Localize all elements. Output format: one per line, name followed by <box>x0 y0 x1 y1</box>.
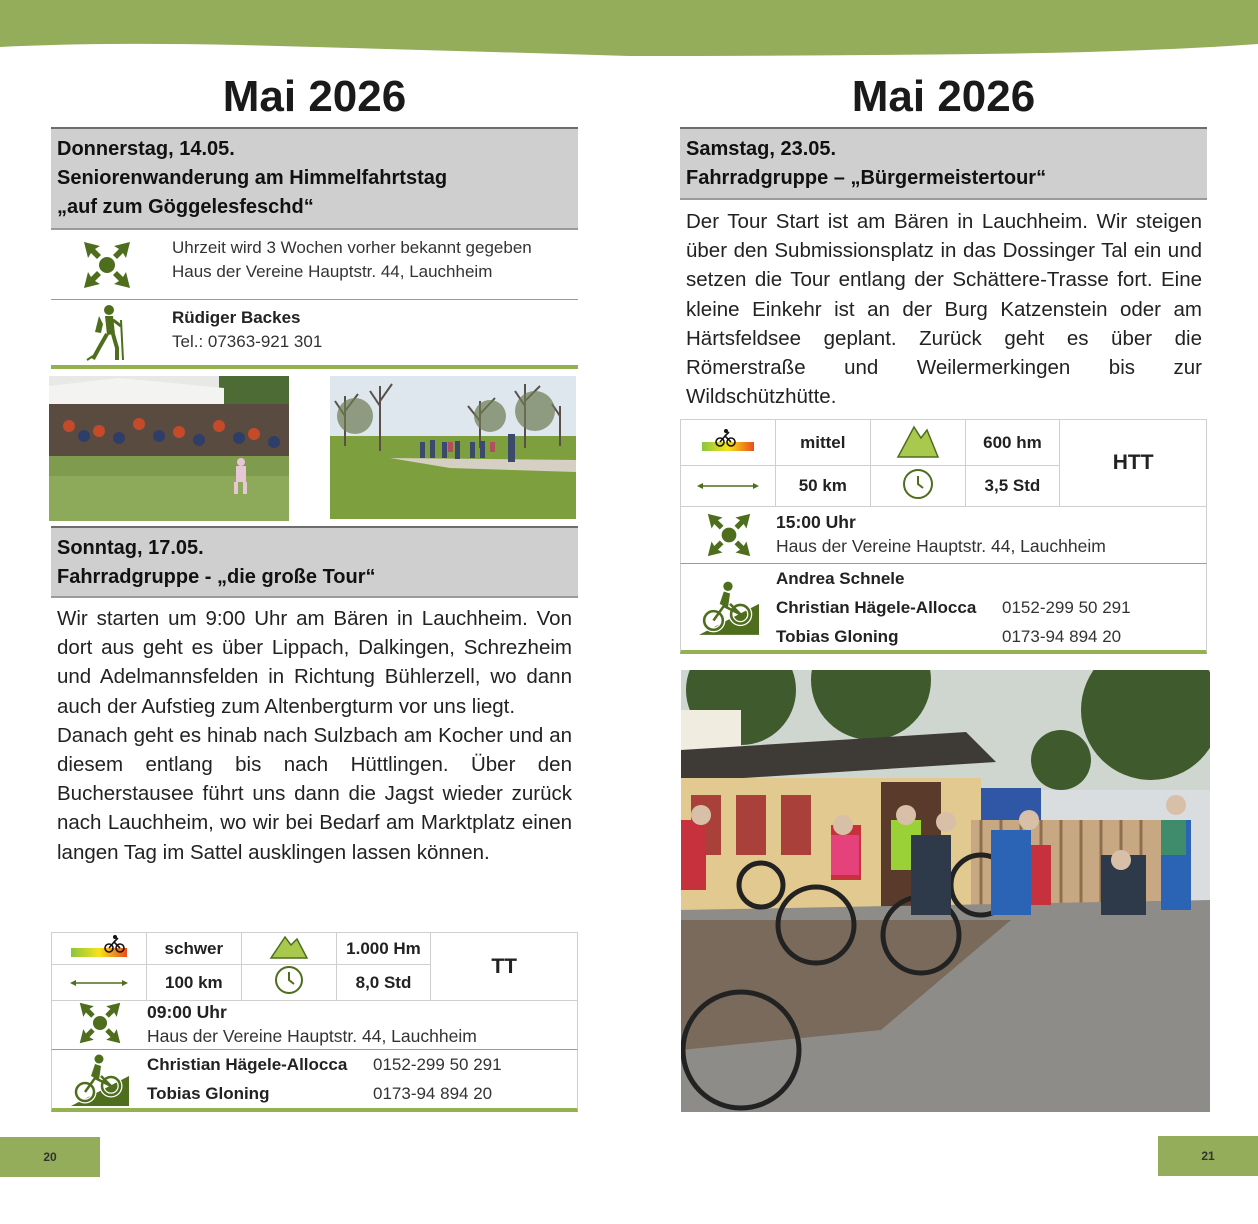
hikers-meadow-photo <box>330 376 576 519</box>
distance-icon <box>681 466 776 507</box>
event-subtitle: „auf zum Göggelesfeschd“ <box>57 196 314 218</box>
description-paragraph: Wir starten um 9:00 Uhr am Bären in Lauchheim. Von dort aus geht es über Lippach, Dalkingen, Schrezheim und Adelmannsfelden in Richtung Bühlerzell, wo dann auch der Aufstieg zum Altenbergturm vor uns liegt. <box>57 607 572 718</box>
leader-row <box>51 1050 578 1112</box>
leader-name: Andrea Schnele <box>776 569 905 588</box>
tour-stats-table <box>680 419 1207 507</box>
duration-value: 8,0 Std <box>336 965 431 1001</box>
meeting-time: 09:00 Uhr <box>147 1002 227 1022</box>
meeting-time: Uhrzeit wird 3 Wochen vorher bekannt gegeben <box>172 238 532 257</box>
meeting-place: Haus der Vereine Hauptstr. 44, Lauchheim <box>776 536 1106 556</box>
difficulty-icon <box>52 933 147 965</box>
leader-phone: 0173-94 894 20 <box>373 1084 493 1103</box>
event-header <box>51 127 578 230</box>
distance-value: 50 km <box>775 466 870 507</box>
meeting-point-icon <box>52 997 147 1049</box>
difficulty-value: mittel <box>775 420 870 466</box>
description-paragraph: Danach geht es hinab nach Sulzbach am Kocher und an diesem entlang bis nach Hüttlingen. Über den Bucherstausee führt uns dann die Jagst wieder zurück nach Lauchheim, wo wir bei Bedarf am Marktplatz einen langen Tag im Sattel ausklingen lassen können. <box>57 723 572 864</box>
meeting-row <box>51 997 578 1050</box>
elevation-icon <box>241 933 336 965</box>
distance-icon <box>52 965 147 1001</box>
meeting-row <box>680 506 1207 564</box>
event-date: Donnerstag, 14.05. <box>57 138 235 160</box>
elevation-icon <box>870 420 965 466</box>
event-title: Fahrradgruppe - „die große Tour“ <box>57 566 376 588</box>
elevation-value: 1.000 Hm <box>336 933 431 965</box>
tour-description <box>686 207 1202 411</box>
meeting-point-icon <box>51 230 163 299</box>
event-title: Seniorenwanderung am Himmelfahrtstag <box>57 167 448 189</box>
leader-name: Tobias Gloning <box>147 1084 270 1103</box>
clock-icon <box>870 466 965 507</box>
hiker-icon <box>51 300 163 365</box>
meeting-row <box>51 230 578 300</box>
month-title: Mai 2026 <box>222 72 407 121</box>
difficulty-value: schwer <box>146 933 241 965</box>
event-header-2 <box>51 526 578 598</box>
festival-tent-photo <box>49 376 289 521</box>
cyclists-group-photo <box>681 670 1210 1112</box>
mtb-cyclist-icon <box>52 1050 147 1108</box>
tour-description <box>57 604 572 867</box>
description-paragraph: Der Tour Start ist am Bären in Lauchheim. Wir steigen über den Submissionsplatz in das Dossinger Tal ein und setzen die Tour entlang der Schättere-Trasse fort. Eine kleine Einkehr ist an der Burg Katzenstein oder am Härtsfeldsee geplant. Zurück geht es über die Römerstraße und Weilermerkingen bis zur Wildschützhütte. <box>686 210 1202 409</box>
tour-code: TT <box>431 933 578 1001</box>
leader-list <box>147 1050 567 1108</box>
right-page <box>629 0 1258 1224</box>
leader-name: Christian Hägele-Allocca <box>776 598 977 617</box>
event-date: Sonntag, 17.05. <box>57 537 204 559</box>
meeting-place: Haus der Vereine Hauptstr. 44, Lauchheim <box>172 262 493 281</box>
meeting-time: 15:00 Uhr <box>776 512 856 532</box>
leader-phone: 0152-299 50 291 <box>1002 598 1131 617</box>
event-header <box>680 127 1207 200</box>
clock-icon <box>241 965 336 1001</box>
elevation-value: 600 hm <box>965 420 1060 466</box>
page-number: 20 <box>0 1137 100 1177</box>
event-title: Fahrradgruppe – „Bürgermeistertour“ <box>686 167 1047 189</box>
page-number: 21 <box>1158 1136 1258 1176</box>
distance-value: 100 km <box>146 965 241 1001</box>
leader-list <box>776 564 1196 651</box>
leader-row <box>680 564 1207 654</box>
meeting-place: Haus der Vereine Hauptstr. 44, Lauchheim <box>147 1026 477 1046</box>
leader-row <box>51 300 578 369</box>
meeting-point-icon <box>681 506 776 563</box>
tour-code: HTT <box>1060 420 1207 507</box>
tour-stats-table <box>51 932 578 1001</box>
leader-phone: 0173-94 894 20 <box>1002 627 1122 646</box>
month-title: Mai 2026 <box>851 72 1036 121</box>
leader-phone: 0152-299 50 291 <box>373 1055 502 1074</box>
mtb-cyclist-icon <box>681 564 776 650</box>
event-date: Samstag, 23.05. <box>686 138 837 160</box>
leader-name: Christian Hägele-Allocca <box>147 1055 348 1074</box>
leader-name: Tobias Gloning <box>776 627 899 646</box>
leader-phone: Tel.: 07363-921 301 <box>172 332 323 351</box>
leader-name: Rüdiger Backes <box>172 308 301 327</box>
duration-value: 3,5 Std <box>965 466 1060 507</box>
difficulty-icon <box>681 420 776 466</box>
